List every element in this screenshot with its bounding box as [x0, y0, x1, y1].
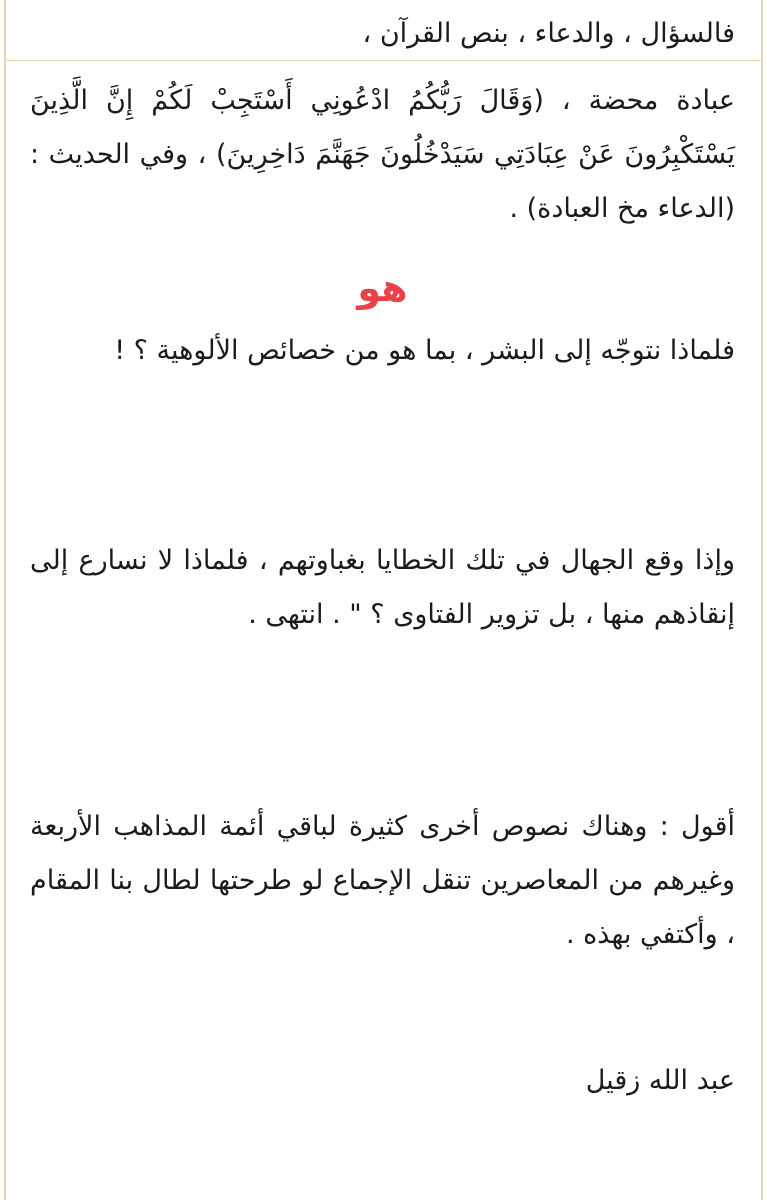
red-marker-text: هو	[357, 266, 408, 310]
author-signature: عبد الله زقيل	[585, 1065, 735, 1096]
top-line-text: فالسؤال ، والدعاء ، بنص القرآن ،	[362, 18, 735, 49]
left-border	[4, 0, 6, 1200]
right-border	[761, 0, 763, 1200]
top-divider	[6, 60, 761, 61]
paragraph-ignorant: وإذا وقع الجهال في تلك الخطايا بغباوتهم ، فلماذا لا نسارع إلى إنقاذهم منها ، بل تزوير الفتاوى ؟ " . انتهى .	[30, 545, 735, 630]
paragraph-conclusion: أقول : وهناك نصوص أخرى كثيرة لباقي أئمة المذاهب الأربعة وغيرهم من المعاصرين تنقل الإجماع لو طرحتها لطال بنا المقام ، وأكتفي بهذه .	[30, 811, 735, 950]
paragraph-quran-verse: عبادة محضة ، (وَقَالَ رَبُّكُمُ ادْعُونِي أَسْتَجِبْ لَكُمْ إِنَّ الَّذِينَ يَسْتَكْبِرُونَ عَنْ عِبَادَتِي سَيَدْخُلُونَ جَهَنَّمَ دَاخِرِينَ) ، وفي الحديث : (الدعاء مخ العبادة) .	[30, 85, 735, 224]
paragraph-question: فلماذا نتوجّه إلى البشر ، بما هو من خصائص الألوهية ؟ !	[114, 335, 735, 366]
